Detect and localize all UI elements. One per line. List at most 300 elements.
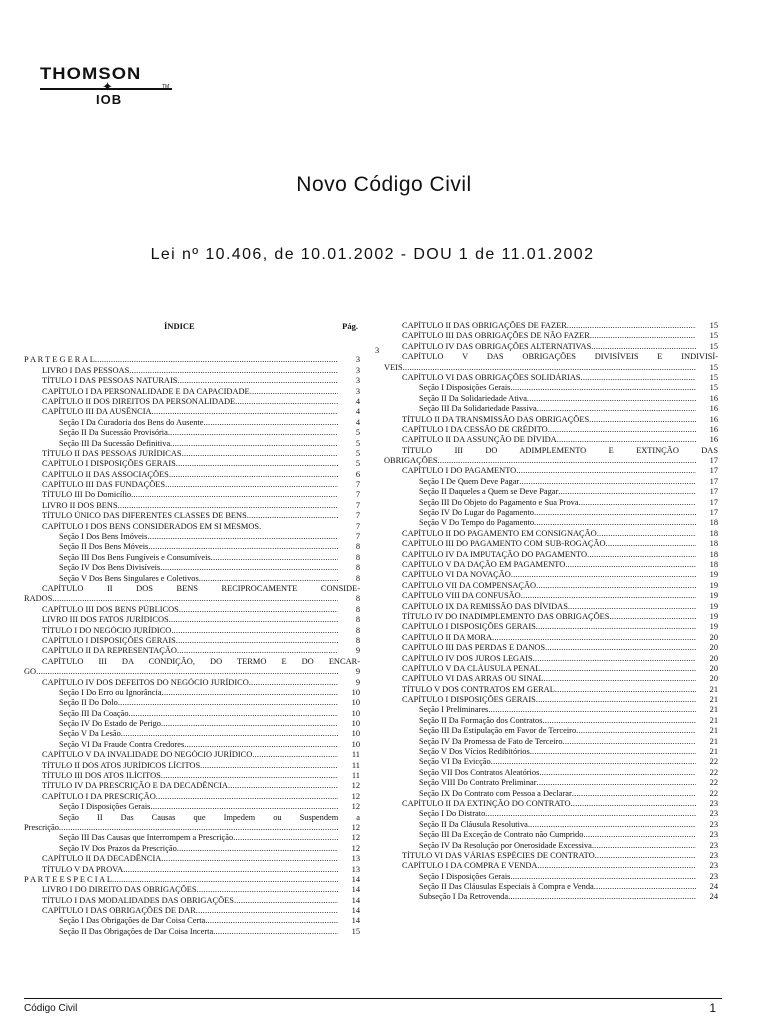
index-entry-page: 10 <box>351 687 360 697</box>
footer-page-number: 1 <box>709 1001 716 1015</box>
index-entry-label: Seção I Dos Bens Imóveis <box>59 532 148 542</box>
index-entry-label: CAPÍTULO VI DAS OBRIGAÇÕES SOLIDÁRIAS <box>402 372 581 382</box>
index-entry <box>24 636 360 646</box>
index-entry-label: CAPÍTULO III DA CONDIÇÃO, DO TERMO E DO ENCAR- <box>42 656 360 666</box>
index-entry <box>24 355 360 365</box>
dot-leader <box>169 470 338 480</box>
index-entry-label: Seção II Da Formação dos Contratos <box>419 715 543 725</box>
index-entry-label: Seção III Do Objeto do Pagamento e Sua Prova <box>419 497 579 507</box>
dot-leader <box>118 698 338 708</box>
index-entry-page: 11 <box>351 750 360 760</box>
index-entry-label: CAPÍTULO III DA AUSÊNCIA <box>42 407 152 417</box>
index-entry-page: 17 <box>709 476 718 486</box>
index-entry-page: 15 <box>709 372 718 382</box>
index-entry-page: 23 <box>709 819 718 829</box>
index-entry <box>384 705 718 715</box>
dot-leader <box>544 674 696 684</box>
dot-leader <box>597 529 696 539</box>
index-entry <box>24 428 360 438</box>
dot-leader <box>508 892 696 902</box>
index-entry-label: Seção I Da Curadoria dos Bens do Ausente <box>59 417 204 427</box>
index-entry-page: 5 <box>355 459 360 469</box>
index-entry <box>24 740 360 750</box>
index-entry-label: TÍTULO I DO NEGÓCIO JURÍDICO <box>42 625 172 635</box>
index-entry-page: 5 <box>355 438 360 448</box>
dot-leader <box>543 716 697 726</box>
index-entry-page: 20 <box>709 674 718 684</box>
index-entry-label: Seção III Da Coação <box>59 708 129 718</box>
index-entry-label: Seção IV Dos Prazos da Prescrição <box>59 843 177 853</box>
index-entry-label: Seção II Da Cláusula Resolutiva <box>419 819 528 829</box>
dot-leader <box>533 654 696 664</box>
index-entry <box>24 719 360 729</box>
index-entry-label: Seção II Das Obrigações de Dar Coisa Incerta <box>59 926 214 936</box>
index-entry <box>24 366 360 376</box>
dot-leader <box>590 331 696 341</box>
index-entry-page: 7 <box>355 511 360 521</box>
index-entry-page: 14 <box>351 916 360 926</box>
index-entry-label: CAPÍTULO I DISPOSIÇÕES GERAIS <box>402 695 536 705</box>
index-entry-page: 11 <box>351 760 360 770</box>
index-entry-label: CAPÍTULO IV DOS DEFEITOS DO NEGÓCIO JURÍDICO <box>42 677 249 687</box>
index-entry-page: 7 <box>355 490 360 500</box>
index-entry <box>384 570 718 580</box>
dot-leader <box>234 896 338 906</box>
index-entry-page: 10 <box>351 729 360 739</box>
index-entry-page: 10 <box>351 698 360 708</box>
index-entry-label: CAPÍTULO IV DAS OBRIGAÇÕES ALTERNATIVAS <box>402 341 592 351</box>
index-entry-page: 23 <box>709 861 718 871</box>
index-entry <box>384 363 718 373</box>
index-entry-page: 14 <box>351 895 360 905</box>
index-entry-page: 16 <box>709 424 718 434</box>
dot-leader <box>161 854 338 864</box>
index-entry-page: 19 <box>709 611 718 621</box>
dot-leader <box>536 622 696 632</box>
index-entry <box>24 771 360 781</box>
index-entry-page: 12 <box>351 791 360 801</box>
index-entry-page: 21 <box>709 715 718 725</box>
index-entry-page: 23 <box>709 840 718 850</box>
index-entry-label: CAPÍTULO V DAS OBRIGAÇÕES DIVISÍVEIS E INDIVISÍ- <box>402 352 718 362</box>
index-entry <box>384 518 718 528</box>
dot-leader <box>485 809 696 819</box>
index-entry <box>24 709 360 719</box>
index-entry-page: 4 <box>355 407 360 417</box>
index-entry <box>24 823 360 833</box>
index-entry <box>24 657 360 667</box>
index-entry-label: Seção I Do Erro ou Ignorância <box>59 687 162 697</box>
index-entry-label: CAPÍTULO II DOS DIREITOS DA PERSONALIDADE <box>42 396 236 406</box>
index-entry-label: Seção V Do Tempo do Pagamento <box>419 518 535 528</box>
dot-leader <box>530 747 696 757</box>
index-entry-page: 23 <box>709 830 718 840</box>
index-entry-page: 23 <box>709 871 718 881</box>
index-entry-page: 24 <box>709 892 718 902</box>
dot-leader <box>403 363 696 373</box>
index-entry-label: TÍTULO III Do Domicílio <box>42 490 132 500</box>
index-entry-label: Seção IV Da Resolução por Onerosidade Excessiva <box>419 840 592 850</box>
dot-leader <box>488 705 696 715</box>
index-entry <box>24 916 360 926</box>
dot-leader <box>129 709 338 719</box>
index-entry <box>384 809 718 819</box>
dot-leader <box>197 885 338 895</box>
dot-leader <box>510 383 696 393</box>
index-entry-label: Seção IX Do Contrato com Pessoa a Declarar <box>419 788 572 798</box>
index-entry-label: CAPÍTULO IV DOS JUROS LEGAIS <box>402 653 533 663</box>
index-entry-page: 8 <box>355 542 360 552</box>
index-entry-page: 8 <box>355 604 360 614</box>
index-entry <box>24 927 360 937</box>
index-entry <box>384 466 718 476</box>
index-entry <box>384 716 718 726</box>
dot-leader <box>537 404 696 414</box>
dot-leader <box>36 667 338 677</box>
index-entry-page: 10 <box>351 739 360 749</box>
index-entry-page: 3 <box>355 386 360 396</box>
index-entry-page: 9 <box>355 677 360 687</box>
index-right-list <box>384 321 718 903</box>
index-entry <box>24 781 360 791</box>
index-entry-label: Seção IV Do Lugar do Pagamento <box>419 508 534 518</box>
index-entry <box>384 602 718 612</box>
index-entry <box>384 674 718 684</box>
index-entry <box>24 844 360 854</box>
index-entry-label: CAPÍTULO V DA CLÁUSULA PENAL <box>402 663 541 673</box>
index-entry-page: 8 <box>355 594 360 604</box>
dot-leader <box>521 591 696 601</box>
index-entry-label: CAPÍTULO II DAS OBRIGAÇÕES DE FAZER <box>402 321 567 330</box>
index-entry-page: 15 <box>709 362 718 372</box>
index-entry-page: 3 <box>355 365 360 375</box>
dot-leader <box>565 560 696 570</box>
dot-leader <box>59 823 338 833</box>
index-entry <box>384 581 718 591</box>
index-header <box>24 321 360 345</box>
index-entry <box>384 622 718 632</box>
index-entry-label: Seção II Da Sucessão Provisória <box>59 428 168 438</box>
index-entry-label: Seção I Disposições Gerais <box>419 383 511 393</box>
index-entry-label: TÍTULO II DAS PESSOAS JURÍDICAS <box>42 448 182 458</box>
index-entry-label: TÍTULO I DAS PESSOAS NATURAIS <box>42 376 178 386</box>
index-entry-page: 17 <box>709 456 718 466</box>
index-entry <box>384 726 718 736</box>
dot-leader <box>129 366 338 376</box>
index-entry-page: 9 <box>355 646 360 656</box>
dot-leader <box>548 425 696 435</box>
index-entry-label: Subseção I Da Retrovenda <box>419 892 509 902</box>
index-entry-page: 19 <box>709 570 718 580</box>
dot-leader <box>176 636 338 646</box>
dot-leader <box>540 664 696 674</box>
index-entry-label: CAPÍTULO I DISPOSIÇÕES GERAIS <box>42 635 176 645</box>
index-entry <box>24 885 360 895</box>
dot-leader <box>527 394 696 404</box>
index-entry-label: TÍTULO I DAS MODALIDADES DAS OBRIGAÇÕES <box>42 895 234 905</box>
index-entry-page: 18 <box>709 528 718 538</box>
index-entry <box>384 892 718 902</box>
index-entry-page: 3 <box>355 355 360 365</box>
index-entry <box>384 498 718 508</box>
dot-leader <box>591 342 696 352</box>
dot-leader <box>539 768 696 778</box>
dot-leader <box>169 615 338 625</box>
index-entry-label: LIVRO II DOS BENS <box>42 500 118 510</box>
index-entry-label: TÍTULO III DO ADIMPLEMENTO E EXTINÇÃO DAS <box>402 445 718 455</box>
dot-leader <box>516 466 696 476</box>
index-entry-label: Seção III Da Solidariedade Passiva <box>419 404 537 414</box>
index-entry-page: 12 <box>351 822 360 832</box>
index-entry-page: 17 <box>709 497 718 507</box>
index-entry <box>24 750 360 760</box>
index-entry <box>384 612 718 622</box>
index-entry <box>384 477 718 487</box>
index-entry-page: 21 <box>709 726 718 736</box>
index-entry-page: 17 <box>709 487 718 497</box>
index-entry-label: Seção II Daqueles a Quem se Deve Pagar <box>419 487 559 497</box>
dot-leader <box>563 737 696 747</box>
index-entry-page: 20 <box>709 663 718 673</box>
dot-leader <box>179 605 338 615</box>
index-right-column <box>384 321 718 903</box>
index-entry-label: Seção III Da Sucessão Definitiva <box>59 438 171 448</box>
index-entry <box>24 802 360 812</box>
index-entry <box>24 688 360 698</box>
index-entry-label: Seção V Dos Vícios Redibitórios <box>419 747 530 757</box>
index-entry <box>24 875 360 885</box>
index-entry-label: Seção I Disposições Gerais <box>419 871 511 881</box>
index-entry-label: CAPÍTULO II DAS ASSOCIAÇÕES <box>42 469 169 479</box>
index-entry-page: 19 <box>709 622 718 632</box>
index-entry-label: Seção VIII Do Contrato Preliminar <box>419 778 537 788</box>
dot-leader <box>213 927 338 937</box>
index-entry-page: 15 <box>709 331 718 341</box>
index-entry <box>384 529 718 539</box>
dot-leader <box>171 626 338 636</box>
index-entry <box>384 591 718 601</box>
stray-page-number: 3 <box>375 346 380 355</box>
index-entry <box>24 439 360 449</box>
dot-leader <box>112 875 338 885</box>
index-entry-page: 17 <box>709 466 718 476</box>
index-entry-page: 18 <box>709 518 718 528</box>
dot-leader <box>205 916 338 926</box>
dot-leader <box>170 439 338 449</box>
index-entry <box>24 615 360 625</box>
dot-leader <box>587 550 696 560</box>
index-entry-label: CAPÍTULO III DAS OBRIGAÇÕES DE NÃO FAZER <box>402 331 590 341</box>
index-entry-page: 22 <box>709 757 718 767</box>
index-entry-label: CAPÍTULO V DA DAÇÃO EM PAGAMENTO <box>402 559 566 569</box>
index-entry <box>24 667 360 677</box>
index-entry <box>24 584 360 594</box>
footer-title: Código Civil <box>24 1003 78 1014</box>
index-entry <box>384 841 718 851</box>
index-entry-page: 18 <box>709 559 718 569</box>
dot-leader <box>199 574 338 584</box>
index-entry-label: CAPÍTULO II DOS BENS RECIPROCAMENTE CONSIDE- <box>42 583 360 593</box>
index-entry-page: 23 <box>709 798 718 808</box>
logo-brand: THOMSON <box>40 64 142 83</box>
index-entry-page: 16 <box>709 393 718 403</box>
index-entry-page: 14 <box>351 874 360 884</box>
dot-leader <box>233 833 338 843</box>
index-entry-page: 11 <box>351 771 360 781</box>
dot-leader <box>156 792 338 802</box>
index-entry <box>24 605 360 615</box>
index-entry-page: 21 <box>709 695 718 705</box>
dot-leader <box>52 594 338 604</box>
index-entry <box>384 456 718 466</box>
dot-leader <box>176 459 338 469</box>
index-entry <box>384 830 718 840</box>
index-entry-page: 17 <box>709 508 718 518</box>
index-entry-label: LIVRO I DO DIREITO DAS OBRIGAÇÕES <box>42 885 197 895</box>
dot-leader <box>595 851 696 861</box>
index-entry <box>384 633 718 643</box>
index-entry-page: 7 <box>355 532 360 542</box>
dot-leader <box>592 841 696 851</box>
index-entry-page: 22 <box>709 788 718 798</box>
index-entry-page: 14 <box>351 885 360 895</box>
index-entry <box>24 678 360 688</box>
index-entry-label: CAPÍTULO VII DA COMPENSAÇÃO <box>402 580 537 590</box>
index-entry-label: Seção IV Do Estado de Perigo <box>59 719 161 729</box>
dot-leader <box>252 750 338 760</box>
index-entry-page: 16 <box>709 435 718 445</box>
dot-leader <box>606 539 696 549</box>
index-entry <box>24 896 360 906</box>
index-entry-label: Seção III Dos Bens Fungíveis e Consumíveis <box>59 552 211 562</box>
index-entry-label: CAPÍTULO I DA PRESCRIÇÃO <box>42 791 156 801</box>
index-entry-page: 19 <box>709 580 718 590</box>
dot-leader <box>528 820 696 830</box>
dot-leader <box>123 865 338 875</box>
index-entry-label: VEIS <box>384 362 403 372</box>
index-entry-page: 7 <box>355 521 360 531</box>
dot-leader <box>228 781 338 791</box>
dot-leader <box>235 397 338 407</box>
index-entry-label: Seção III Das Causas que Interrompem a Prescrição <box>59 833 234 843</box>
index-entry-page: 19 <box>709 601 718 611</box>
index-entry-page: 21 <box>709 684 718 694</box>
index-entry <box>24 813 360 823</box>
dot-leader <box>571 799 697 809</box>
index-entry <box>24 906 360 916</box>
index-entry-page: 24 <box>709 882 718 892</box>
index-entry-label: GO <box>24 667 37 677</box>
index-entry-label: CAPÍTULO VI DA NOVAÇÃO <box>402 570 511 580</box>
dot-leader <box>492 633 696 643</box>
index-entry <box>24 459 360 469</box>
dot-leader <box>576 726 696 736</box>
index-entry-page: 22 <box>709 767 718 777</box>
index-entry <box>24 376 360 386</box>
index-entry-label: CAPÍTULO I DISPOSIÇÕES GERAIS <box>402 622 536 632</box>
index-entry <box>384 643 718 653</box>
index-entry-label: Seção IV Dos Bens Divisíveis <box>59 563 161 573</box>
index-entry-page: 10 <box>351 719 360 729</box>
dot-leader <box>118 501 338 511</box>
index-entry <box>384 799 718 809</box>
index-entry-label: CAPÍTULO III DOS BENS PÚBLICOS <box>42 604 179 614</box>
index-entry-page: 13 <box>351 854 360 864</box>
dot-leader <box>594 882 696 892</box>
index-entry-page: 6 <box>355 469 360 479</box>
index-entry-label: CAPÍTULO III DO PAGAMENTO COM SUB-ROGAÇÃO <box>402 539 606 549</box>
dot-leader <box>438 456 696 466</box>
dot-leader <box>567 321 696 331</box>
index-entry <box>384 373 718 383</box>
dot-leader <box>196 906 338 916</box>
index-entry <box>24 480 360 490</box>
dot-leader <box>537 861 696 871</box>
dot-leader <box>177 844 338 854</box>
logo-tm: TM <box>162 84 170 90</box>
dot-leader <box>583 830 696 840</box>
index-entry <box>24 792 360 802</box>
index-entry <box>384 446 718 456</box>
index-entry-page: 8 <box>355 573 360 583</box>
index-entry <box>24 626 360 636</box>
index-entry <box>24 729 360 739</box>
index-entry-label: CAPÍTULO II DA REPRESENTAÇÃO <box>42 646 177 656</box>
index-entry-page: 20 <box>709 632 718 642</box>
dot-leader <box>572 789 696 799</box>
index-entry <box>384 778 718 788</box>
index-entry-page: 8 <box>355 635 360 645</box>
index-entry-label: CAPÍTULO IX DA REMISSÃO DAS DÍVIDAS <box>402 601 568 611</box>
index-entry <box>24 833 360 843</box>
star-icon: ✦ <box>102 79 113 94</box>
index-entry <box>384 560 718 570</box>
index-entry-label: CAPÍTULO I DISPOSIÇÕES GERAIS <box>42 459 176 469</box>
index-entry-label: CAPÍTULO VIII DA CONFUSÃO <box>402 591 521 601</box>
index-entry-page: 23 <box>709 809 718 819</box>
dot-leader <box>510 872 696 882</box>
index-entry <box>24 345 360 355</box>
index-entry-label: Seção II Dos Bens Móveis <box>59 542 149 552</box>
index-entry-label: RADOS <box>24 594 53 604</box>
index-entry-page: 4 <box>355 417 360 427</box>
index-entry-page: 12 <box>351 802 360 812</box>
index-entry <box>24 865 360 875</box>
index-entry-label: Seção II Da Solidariedade Ativa <box>419 393 527 403</box>
dot-leader <box>536 695 696 705</box>
index-entry-label: CAPÍTULO VI DAS ARRAS OU SINAL <box>402 674 544 684</box>
index-entry-label: Seção II Das Causas que Impedem ou Suspendem a <box>59 812 360 822</box>
index-entry <box>384 872 718 882</box>
index-entry-label: TÍTULO II DA TRANSMISSÃO DAS OBRIGAÇÕES <box>402 414 590 424</box>
index-entry-label: TÍTULO V DA PROVA <box>42 864 124 874</box>
index-entry-page: 15 <box>709 341 718 351</box>
index-entry <box>384 820 718 830</box>
index-entry-label: CAPÍTULO II DA DECADÊNCIA <box>42 854 162 864</box>
index-entry-page: 12 <box>351 781 360 791</box>
index-entry <box>384 768 718 778</box>
dot-leader <box>177 376 338 386</box>
index-entry-label: CAPÍTULO II DA ASSUNÇÃO DE DÍVIDA <box>402 435 557 445</box>
index-entry <box>24 387 360 397</box>
index-entry-label: Seção III Da Exceção de Contrato não Cumprido <box>419 830 584 840</box>
dot-leader <box>545 643 696 653</box>
index-entry-page: 21 <box>709 736 718 746</box>
index-entry-label: Seção II Das Cláusulas Especiais à Compra e Venda <box>419 882 594 892</box>
index-entry <box>24 532 360 542</box>
index-entry <box>384 487 718 497</box>
index-entry-page: 10 <box>351 708 360 718</box>
